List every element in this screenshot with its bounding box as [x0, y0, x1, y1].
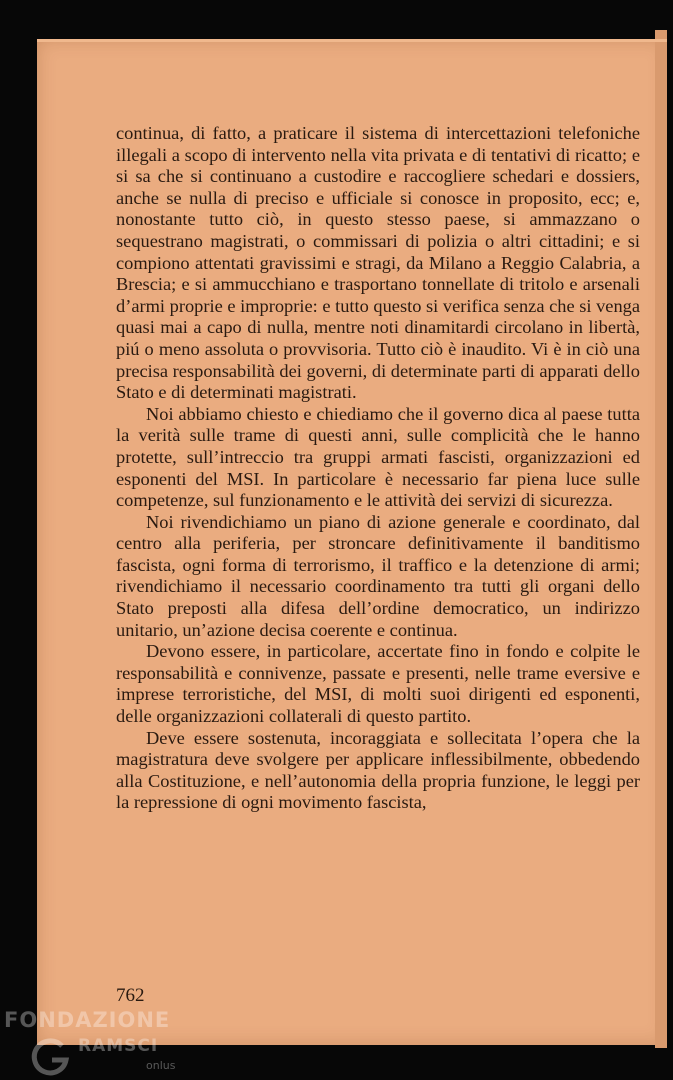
paragraph: continua, di fatto, a praticare il sistema di intercettazioni telefoniche illegali a scopo di intervento nella vita privata e di tentativi di ricatto; e si sa che si continuano a custodire e raccogliere schedari e dossiers, anche se nulla di preciso e ufficiale si conosce in proposito, ecc; e, nonostante tutto ciò, in questo stesso paese, si ammazzano o sequestrano magistrati, o commissari di polizia o altri cittadini; e si compiono attentati gravissimi e stragi, da Milano a Reggio Calabria, a Brescia; e si ammucchiano e trasportano tonnellate di tritolo e arsenali d’armi proprie e improprie: e tutto questo si verifica senza che si venga quasi mai a capo di nulla, mentre noti dinamitardi circolano in libertà, piú o meno assoluta o provvisoria. Tutto ciò è inaudito. Vi è in ciò una precisa responsabilità dei governi, di determinate parti di apparati dello Stato e di determinati magistrati. [116, 123, 640, 403]
watermark-subtitle: RAMSCI [78, 1036, 159, 1056]
paragraph: Devono essere, in particolare, accertate fino in fondo e colpite le responsabilità e connivenze, passate e presenti, nelle trame eversive e imprese terroristiche, del MSI, di molti suoi dirigenti ed esponenti, delle organizzazioni collaterali di questo partito. [116, 641, 640, 727]
paragraph: Deve essere sostenuta, incoraggiata e sollecitata l’opera che la magistratura deve svolgere per applicare inflessibilmente, obbedendo alla Costituzione, e nell’autonomia della propria funzione, le leggi per la repressione di ogni movimento fascista, [116, 727, 640, 813]
page-top-edge [37, 39, 667, 42]
watermark-logo [4, 1008, 264, 1078]
body-text [116, 123, 640, 814]
page-edge [655, 30, 667, 1048]
watermark-onlus: onlus [146, 1059, 176, 1072]
g-logo-icon [28, 1034, 72, 1078]
paragraph: Noi rivendichiamo un piano di azione generale e coordinato, dal centro alla periferia, per stroncare definitivamente il banditismo fascista, ogni forma di terrorismo, il traffico e la detenzione di armi; rivendichiamo il necessario coordinamento tra tutti gli organi dello Stato preposti alla difesa dell’ordine democratico, un indirizzo unitario, un’azione decisa coerente e continua. [116, 511, 640, 640]
paragraph: Noi abbiamo chiesto e chiediamo che il governo dica al paese tutta la verità sulle trame di questi anni, sulle complicità che le hanno protette, sull’intreccio tra gruppi armati fascisti, organizzazioni ed esponenti del MSI. In particolare è necessario far piena luce sulle competenze, sul funzionamento e le attività dei servizi di sicurezza. [116, 403, 640, 511]
watermark-title: FONDAZIONE [4, 1008, 171, 1032]
page-number: 762 [116, 985, 145, 1006]
